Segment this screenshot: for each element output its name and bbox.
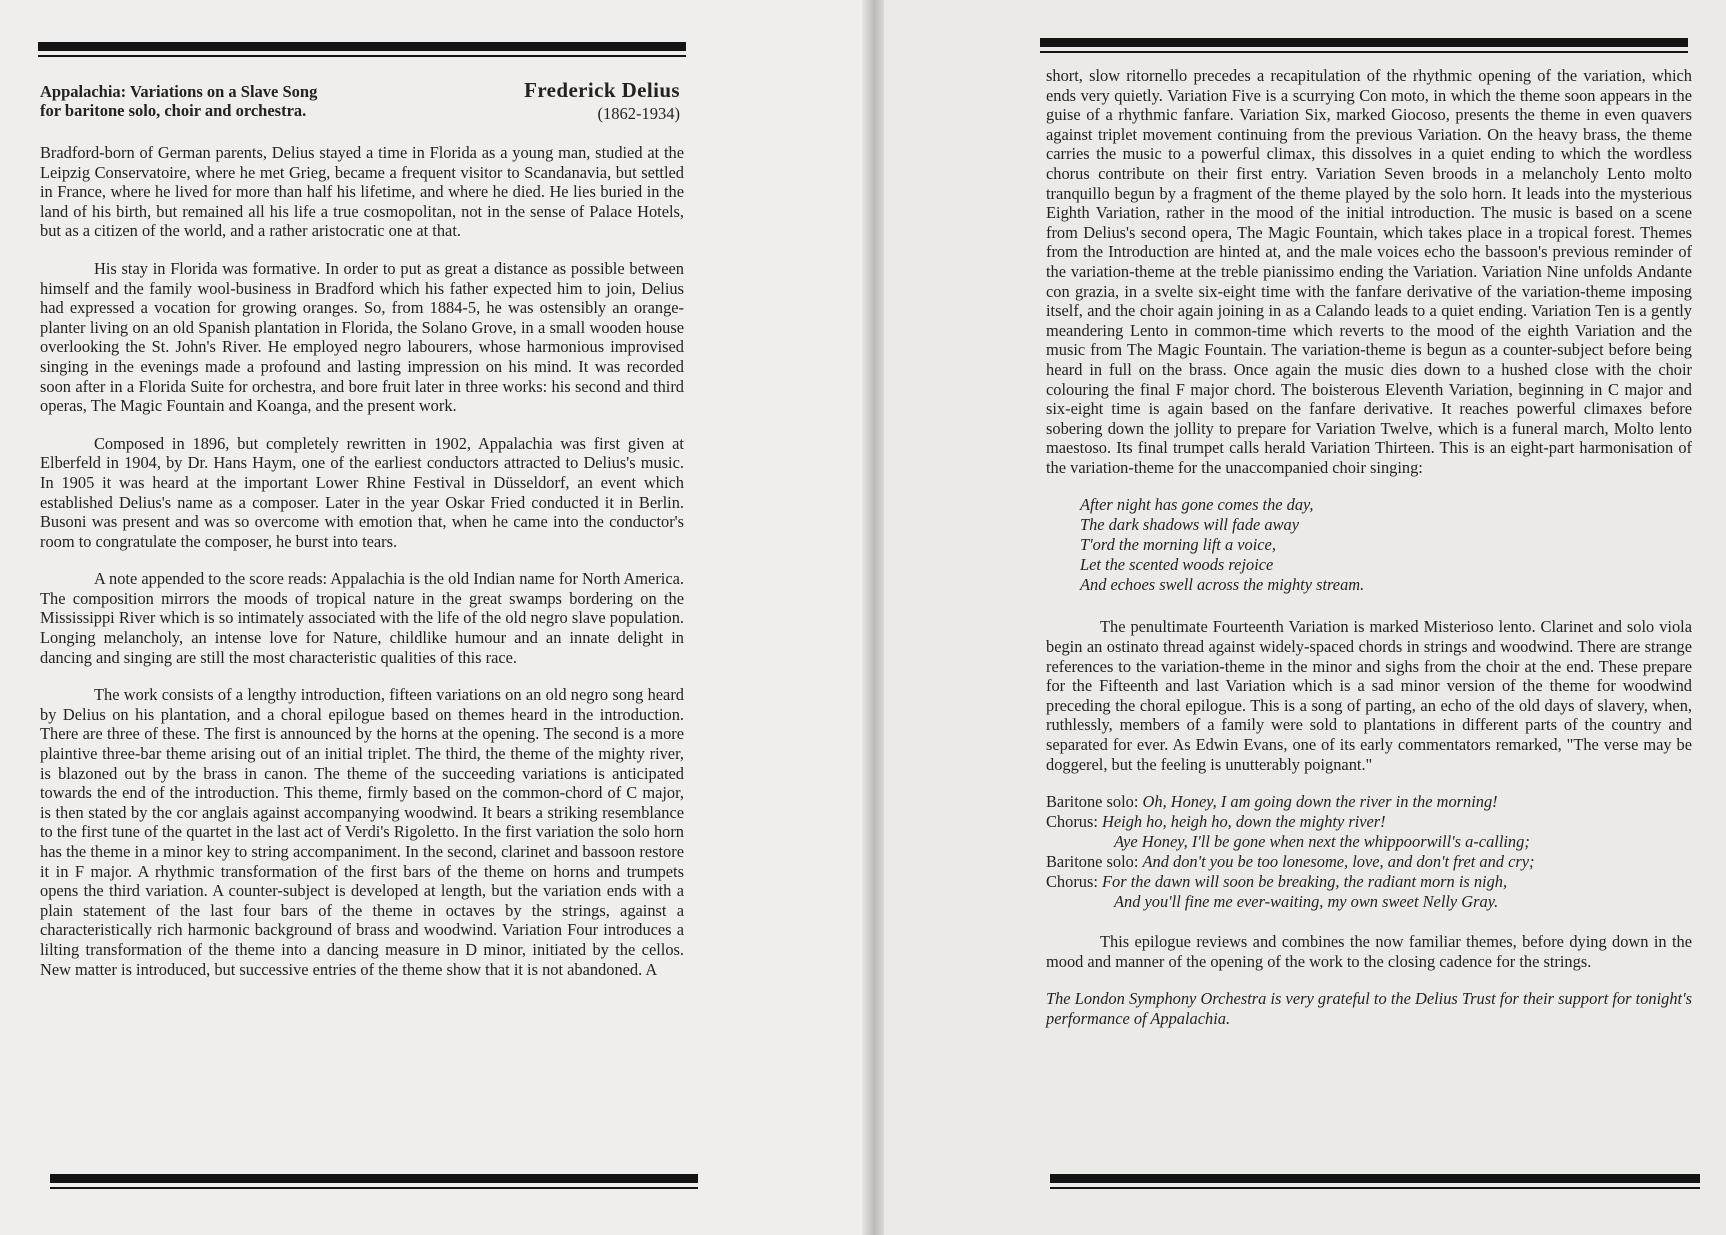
paragraph-florida: His stay in Florida was formative. In order to put as great a distance as possible between himself and the family wool-business in Bradford which his father expected him to join, Delius had expressed a vocation for growing oranges. So, from 1884-5, he was ostensibly an orange-planter living on an old Spanish plantation in Florida, the Solano Grove, in a small wooden house overlooking the St. John's River. He employed negro labourers, whose harmonious improvised singing in the evenings made a profound and lasting impression on his mind. It was recorded soon after in a Florida Suite for orchestra, and bore fruit later in three works: his second and third operas, The Magic Fountain and Koanga, and the present work. xyxy=(40,258,684,416)
composer-block xyxy=(524,78,680,124)
lyric-text: And don't you be too lonesome, love, and don't fret and cry; xyxy=(1142,852,1535,872)
speaker-label: Baritone solo: xyxy=(1046,852,1139,872)
composer-name: Frederick Delius xyxy=(524,78,680,102)
dialogue-line xyxy=(1046,852,1692,872)
paragraph-structure: The work consists of a lengthy introduction, fifteen variations on an old negro song heard by Delius on his plantation, and a choral epilogue based on themes heard in the introduction. There are three of these. The first is announced by the horns at the opening. The second is a more plaintive three-bar theme arising out of an initial triplet. The third, the theme of the mighty river, is blazoned out by the brass in canon. The theme of the succeeding variations is anticipated towards the end of the introduction. This theme, firmly based on the common-chord of C major, is then stated by the cor anglais against accompanying woodwind. It bears a striking resemblance to the first tune of the quartet in the last act of Verdi's Rigoletto. In the first variation the solo horn has the theme in a minor key to string accompaniment. In the second, clarinet and bassoon restore it in F major. A rhythmic transformation of the first bars of the theme on horns and trumpets opens the third variation. A counter-subject is developed at length, but the variation ends with a plain statement of the last four bars of the theme in octaves by the strings, against a characteristically rich harmonic background of brass and woodwind. Variation Four introduces a lilting transformation of the theme into a dancing measure in D minor, initiated by the cellos. New matter is introduced, but successive entries of the theme show that it is not abandoned. A xyxy=(40,685,684,979)
poem-line: After night has gone comes the day, xyxy=(1080,495,1314,515)
dialogue-line xyxy=(1046,792,1692,812)
lyric-text: And you'll fine me ever-waiting, my own sweet Nelly Gray. xyxy=(1114,892,1499,912)
speaker-label: Baritone solo: xyxy=(1046,792,1139,812)
work-subtitle: for baritone solo, choir and orchestra. xyxy=(40,101,307,120)
speaker-label: Chorus: xyxy=(1046,872,1098,892)
composer-dates: (1862-1934) xyxy=(597,104,680,123)
poem-line: T'ord the morning lift a voice, xyxy=(1080,535,1276,555)
right-bottom-rule xyxy=(1050,1174,1700,1183)
lyric-text: Aye Honey, I'll be gone when next the whippoorwill's a-calling; xyxy=(1114,832,1530,852)
paragraph-variations: short, slow ritornello precedes a recapitulation of the rhythmic opening of the variation, which ends very quietly. Variation Five is a scurrying Con moto, in which the theme soon appears in the guise of a rhythmic fanfare. Variation Six, marked Giocoso, presents the theme in even quavers against triplet movement continuing from the previous Variation. On the heavy brass, the theme carries the music to a powerful climax, this dissolves in a quiet ending to which the wordless chorus contribute on their first entry. Variation Seven broods in a melancholy Lento molto tranquillo begun by a fragment of the theme played by the solo horn. It leads into the mysterious Eighth Variation, rather in the mood of the initial introduction. The music is based on a scene from Delius's second opera, The Magic Fountain, which takes place in a tropical forest. Themes from the Introduction are hinted at, and the male voices echo the bassoon's previous reminder of the variation-theme at the treble pianissimo ending the Variation. Variation Nine unfolds Andante con grazia, in a svelte six-eight time with the fanfare derivative of the variation-theme imposing itself, and the choir again joining in as a Calando leads to a quiet ending. Variation Ten is a gently meandering Lento in common-time which reverts to the mood of the eighth Variation and the music from The Magic Fountain. The variation-theme is begun as a counter-subject before being heard in full on the brass. Once again the music dies down to a hushed close with the choir colouring the final F major chord. The boisterous Eleventh Variation, beginning in C major and six-eight time is again based on the fanfare derivative. It reaches powerful climaxes before sobering down the jollity to prepare for Variation Twelve, which is a funeral march, Molto lento maestoso. Its final trumpet calls herald Variation Thirteen. This is an eight-part harmonisation of the variation-theme for the unaccompanied choir singing: xyxy=(1046,66,1692,477)
closing-acknowledgement: The London Symphony Orchestra is very grateful to the Delius Trust for their support for tonight's performance of Appalachia. xyxy=(1046,989,1692,1028)
work-title-block xyxy=(40,82,317,120)
dialogue-line xyxy=(1046,872,1692,892)
paragraph-score-note: A note appended to the score reads: Appalachia is the old Indian name for North America. The composition mirrors the moods of tropical nature in the great swamps bordering on the Mississippi River which is so intimately associated with the life of the old negro slave population. Longing melancholy, an intense love for Nature, childlike humour and an innate delight in dancing and singing are still the most characteristic qualities of this race. xyxy=(40,569,684,667)
dialogue-line xyxy=(1046,812,1692,832)
paragraph-epilogue: This epilogue reviews and combines the now familiar themes, before dying down in the mood and manner of the opening of the work to the closing cadence for the strings. xyxy=(1046,932,1692,971)
work-title: Appalachia: Variations on a Slave Song xyxy=(40,82,318,101)
paragraph-penultimate: The penultimate Fourteenth Variation is marked Misterioso lento. Clarinet and solo viola begin an ostinato thread against widely-spaced chords in strings and woodwind. There are strange references to the variation-theme in the minor and sighs from the choir at the end. These prepare for the Fifteenth and last Variation which is a sad minor version of the theme for woodwind preceding the choral epilogue. This is a song of parting, an echo of the old days of slavery, when, ruthlessly, members of a family were sold to plantations in different parts of the country and separated for ever. As Edwin Evans, one of its early commentators remarked, "The verse may be doggerel, but the feeling is unutterably poignant." xyxy=(1046,617,1692,774)
right-body-text xyxy=(1046,66,1692,1047)
lyric-text: Heigh ho, heigh ho, down the mighty river! xyxy=(1102,812,1386,832)
paragraph-intro: Bradford-born of German parents, Delius stayed a time in Florida as a young man, studied at the Leipzig Conservatoire, where he met Grieg, became a frequent visitor to Scandanavia, but settled in France, where he lived for more than half his lifetime, and where he died. He lies buried in the land of his birth, but remained all his life a true cosmopolitan, not in the sense of Palace Hotels, but as a citizen of the world, and a rather aristocratic one at that. xyxy=(40,143,684,241)
left-top-rule xyxy=(38,42,686,51)
lyric-text: For the dawn will soon be breaking, the radiant morn is nigh, xyxy=(1102,872,1508,892)
left-bottom-rule xyxy=(50,1174,698,1183)
poem-line: And echoes swell across the mighty stream. xyxy=(1080,575,1365,595)
dialogue-line xyxy=(1046,832,1692,852)
lyric-text: Oh, Honey, I am going down the river in the morning! xyxy=(1142,792,1498,812)
dialogue-line xyxy=(1046,892,1692,912)
paragraph-composition: Composed in 1896, but completely rewritten in 1902, Appalachia was first given at Elberfeld in 1904, by Dr. Hans Haym, one of the earliest conductors attracted to Delius's music. In 1905 it was heard at the important Lower Rhine Festival in Düsseldorf, an event which established Delius's name as a composer. Later in the year Oskar Fried conducted it in Berlin. Busoni was present and was so overcome with emotion that, when he came into the conductor's room to congratulate the composer, he burst into tears. xyxy=(40,433,684,551)
speaker-label: Chorus: xyxy=(1046,812,1098,832)
left-body-text xyxy=(40,143,684,997)
book-gutter xyxy=(862,0,884,1235)
poem-line: The dark shadows will fade away xyxy=(1080,515,1300,535)
song-dialogue xyxy=(1046,792,1692,912)
right-top-rule xyxy=(1040,38,1688,47)
poem-stanza xyxy=(1080,495,1692,595)
poem-line: Let the scented woods rejoice xyxy=(1080,555,1274,575)
